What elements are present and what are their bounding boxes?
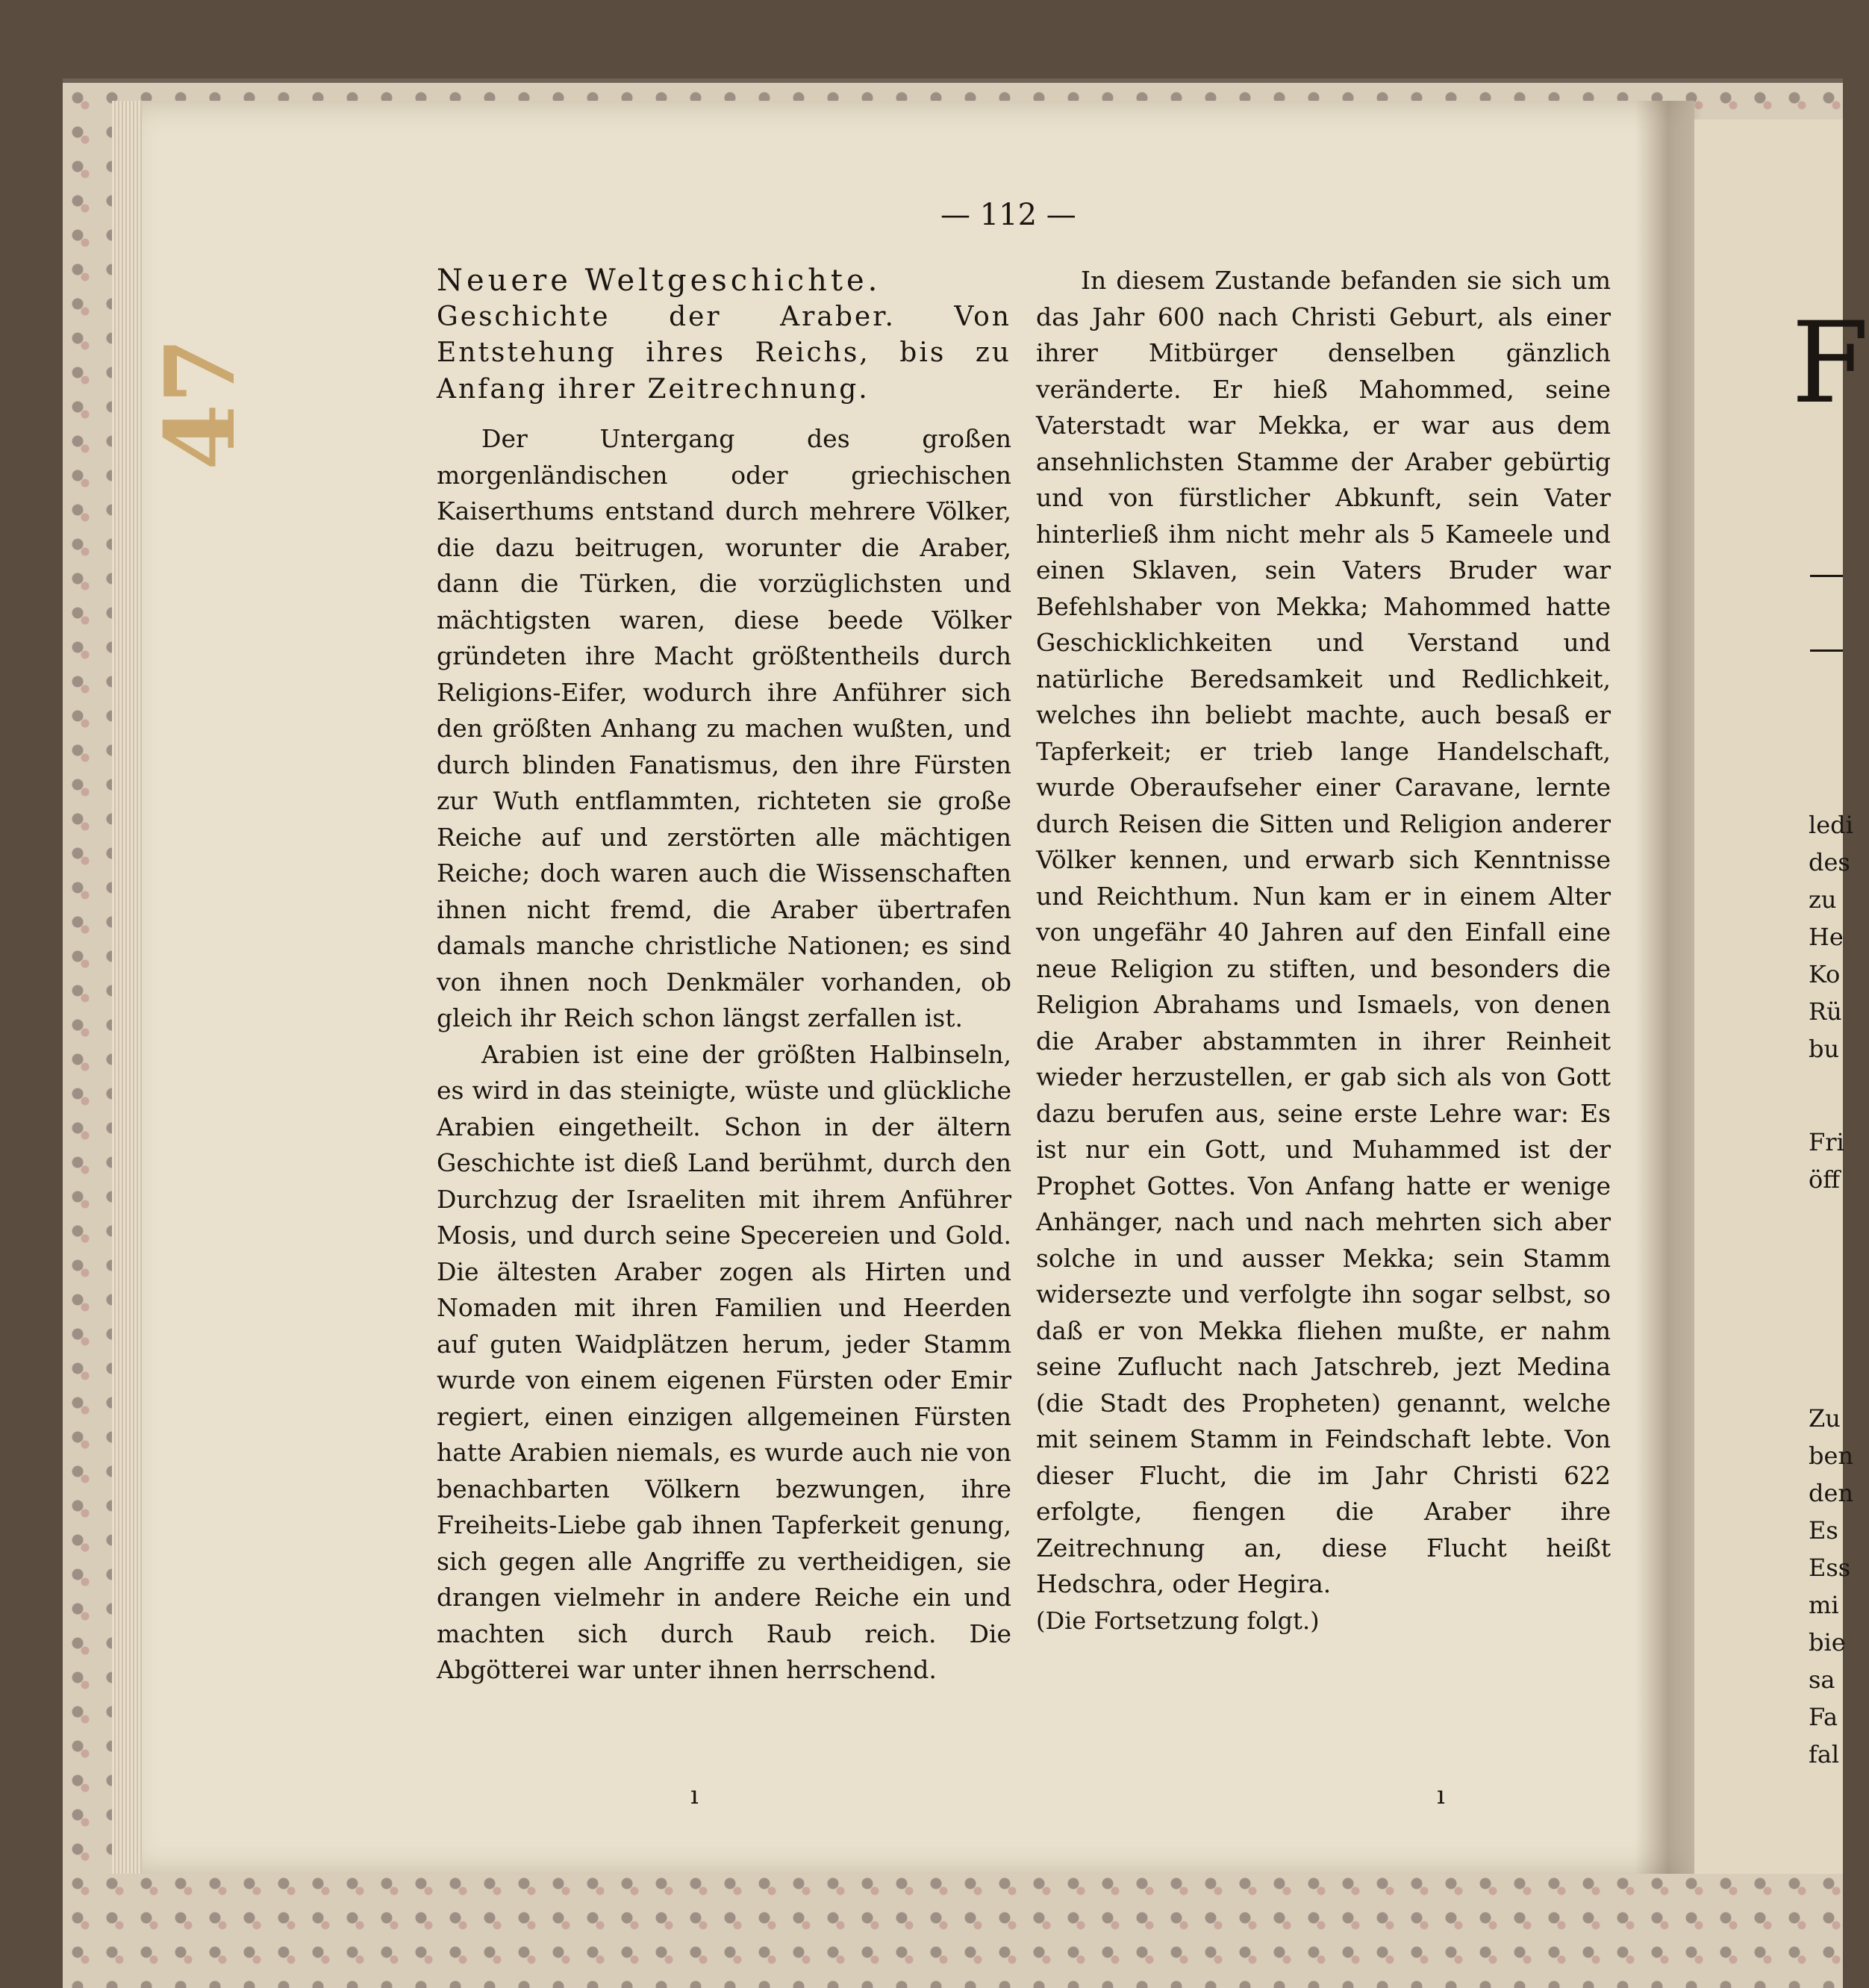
text-fragment: He xyxy=(1809,923,1844,951)
text-fragment: den xyxy=(1809,1479,1854,1507)
next-page-initial: F xyxy=(1791,299,1869,429)
text-column-left xyxy=(437,263,1011,1689)
text-fragment: Ko xyxy=(1809,960,1841,988)
chapter-heading: Geschichte der Araber. Von Entstehung ihres Reichs, bis zu Anfang ihrer Zeitrechnung. xyxy=(437,301,1011,405)
paragraph: Arabien ist eine der größten Halbinseln, es wird in das steinigte, wüste und glückliche Arabien eingetheilt. Schon in der ältern Geschichte ist dieß Land berühmt, durch den Durchzug der Israeliten mit ihrem Anführer Mosis, und durch seine Specereien und Gold. Die ältesten Araber zogen als Hirten und Nomaden mit ihren Familien und Heerden auf guten Waidplätzen herum, jeder Stamm wurde von einem eigenen Fürsten oder Emir regiert, einen einzigen allgemeinen Fürsten hatte Arabien niemals, es wurde auch nie von benachbarten Völkern bezwungen, ihre Freiheits-Liebe gab ihnen Tapferkeit genung, sich gegen alle Angriffe zu vertheidigen, sie drangen vielmehr in andere Reiche ein und machten sich durch Raub reich. Die Abgötterei war unter ihnen herrschend. xyxy=(437,1039,1011,1684)
text-fragment: zu xyxy=(1809,885,1837,914)
page-number: — 112 — xyxy=(940,198,1076,232)
next-page-text-fragments xyxy=(1809,806,1854,1773)
divider xyxy=(1810,575,1843,577)
text-fragment: des xyxy=(1809,848,1850,876)
text-fragment: Es xyxy=(1809,1516,1838,1545)
continuation-note: (Die Fortsetzung folgt.) xyxy=(1036,1606,1320,1635)
library-stamp: 47 xyxy=(145,337,257,470)
signature-mark: ı xyxy=(1437,1780,1445,1810)
section-heading: Neuere Weltgeschichte. xyxy=(437,264,882,298)
text-fragment: bie xyxy=(1809,1628,1846,1657)
text-fragment: fal xyxy=(1809,1740,1840,1769)
text-fragment: sa xyxy=(1809,1666,1835,1694)
text-fragment: bu xyxy=(1809,1035,1840,1063)
text-fragment: Fa xyxy=(1809,1703,1838,1731)
text-fragment: Zu xyxy=(1809,1404,1841,1433)
text-fragment: Rü xyxy=(1809,997,1842,1026)
signature-mark: ı xyxy=(690,1780,699,1810)
page-edges xyxy=(112,101,143,1874)
text-fragment: Fri xyxy=(1809,1128,1844,1156)
text-fragment: öff xyxy=(1809,1165,1840,1194)
text-fragment: ledi xyxy=(1809,811,1853,839)
paragraph: Der Untergang des großen morgenländischen oder griechischen Kaiserthums entstand durch mehrere Völker, die dazu beitrugen, worunter die Araber, dann die Türken, die vorzüglichsten und mächtigsten waren, diese beede Völker gründeten ihre Macht größtentheils durch Religions-Eifer, wodurch ihre Anführer sich den größten Anhang zu machen wußten, und durch blinden Fanatismus, den ihre Fürsten zur Wuth entflammten, richteten sie große Reiche auf und zerstörten alle mächtigen Reiche; doch waren auch die Wissenschaften ihnen nicht fremd, die Araber übertrafen damals manche christliche Nationen; es sind von ihnen noch Denkmäler vorhanden, ob gleich ihr Reich schon längst zerfallen ist. xyxy=(437,424,1011,1032)
paragraph: In diesem Zustande befanden sie sich um das Jahr 600 nach Christi Geburt, als einer ihrer Mitbürger denselben gänzlich veränderte. Er hieß Mahommed, seine Vaterstadt war Mekka, er war aus dem ansehnlichsten Stamme der Araber gebürtig und von fürstlicher Abkunft, sein Vater hinterließ ihm nicht mehr als 5 Kameele und einen Sklaven, sein Vaters Bruder war Befehlshaber von Mekka; Mahommed hatte Geschicklichkeiten und Verstand und natürliche Beredsamkeit und Redlichkeit, welches ihn beliebt machte, auch besaß er Tapferkeit; er trieb lange Handelschaft, wurde Oberaufseher einer Caravane, lernte durch Reisen die Sitten und Religion anderer Völker kennen, und erwarb sich Kenntnisse und Reichthum. Nun kam er in einem Alter von ungefähr 40 Jahren auf den Einfall eine neue Religion zu stiften, und besonders die Religion Abrahams und Ismaels, von denen die Araber abstammten in ihrer Reinheit wieder herzustellen, er gab sich als von Gott dazu berufen aus, seine erste Lehre war: Es ist nur ein Gott, und Muhammed ist der Prophet Gottes. Von Anfang hatte er wenige Anhänger, nach und nach mehrten sich aber solche in und ausser Mekka; sein Stamm widersezte und verfolgte ihn sogar selbst, so daß er von Mekka fliehen mußte, er nahm seine Zuflucht nach Jatschreb, jezt Medina (die Stadt des Propheten) genannt, welche mit seinem Stamm in Feindschaft lebte. Von dieser Flucht, die im Jahr Christi 622 erfolgte, fiengen die Araber ihre Zeitrechnung an, diese Flucht heißt Hedschra, oder Hegira. xyxy=(1036,266,1611,1598)
text-fragment: Ess xyxy=(1809,1554,1851,1582)
text-fragment: ben xyxy=(1809,1442,1854,1470)
book-gutter xyxy=(1635,101,1702,1874)
text-column-right xyxy=(1036,263,1611,1639)
text-fragment: mi xyxy=(1809,1591,1839,1619)
divider xyxy=(1810,649,1843,652)
